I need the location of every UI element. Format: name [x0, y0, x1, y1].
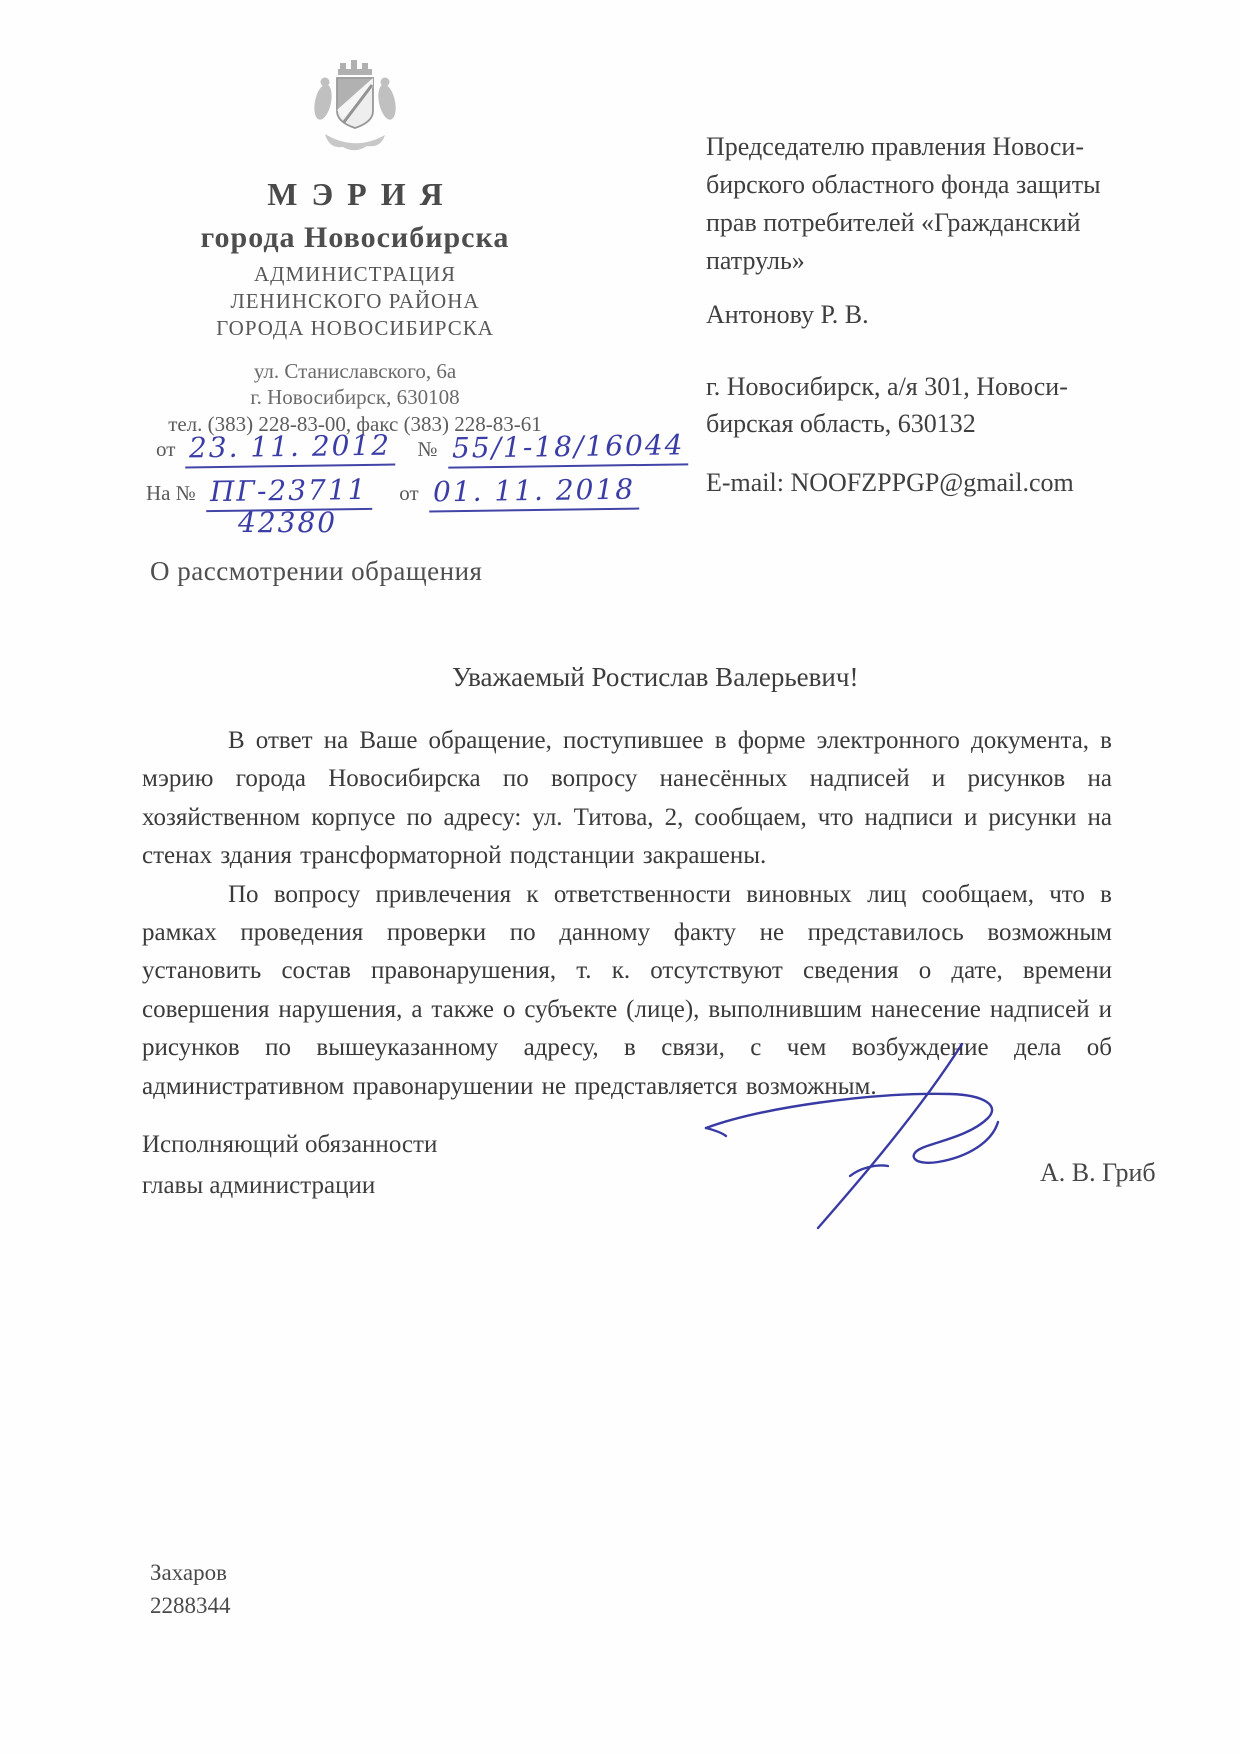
letterhead-address	[120, 358, 590, 437]
recipient-email: E-mail: NOOFZPPGP@gmail.com	[706, 468, 1074, 497]
incoming-date-label: от	[399, 481, 419, 505]
outgoing-number-value: 55/1-18/16044	[447, 428, 688, 468]
incoming-number-label: На №	[146, 481, 196, 505]
signer-position-line: главы администрации	[142, 1172, 376, 1199]
incoming-number-extra-row	[238, 506, 337, 539]
recipient-title-line: Председателю правления Новоси-	[706, 132, 1084, 161]
department-line: АДМИНИСТРАЦИЯ	[254, 262, 456, 286]
signer-name: А. В. Гриб	[1040, 1158, 1156, 1187]
letter-subject: О рассмотрении обращения	[150, 556, 483, 586]
outgoing-date-label: от	[156, 437, 176, 461]
body-paragraph-2: По вопросу привлечения к ответственности виновных лиц сообщаем, что в рамках проведения проверки по данному факту не представилось возможным установить состав правонарушения, т. к. отсутствуют сведения о дате, времени совершения нарушения, а также о субъекте (лице), выполнившим нанесение надписей и рисунков по вышеуказанному адресу, в связи, с чем возбуждение дела об административном правонарушении не представляется возможным.	[142, 880, 1112, 1100]
department-line: ЛЕНИНСКОГО РАЙОНА	[230, 289, 480, 313]
outgoing-date-value: 23. 11. 2012	[185, 429, 396, 469]
novosibirsk-coat-of-arms-icon	[311, 60, 399, 160]
executor-phone: 2288344	[150, 1593, 231, 1618]
signature-scribble-icon	[700, 1030, 1060, 1230]
incoming-number-extra: 42380	[238, 506, 338, 539]
recipient-title-line: прав потребителей «Гражданский	[706, 208, 1081, 237]
salutation: Уважаемый Ростислав Валерьевич!	[452, 662, 859, 692]
phone-fax-line: тел. (383) 228-83-00, факс (383) 228-83-61	[168, 412, 542, 436]
executor-block	[150, 1556, 231, 1622]
executor-name: Захаров	[150, 1560, 227, 1585]
department-line: ГОРОДА НОВОСИБИРСКА	[216, 316, 494, 340]
address-line: г. Новосибирск, 630108	[250, 385, 460, 409]
recipient-name: Антонову Р. В.	[706, 300, 869, 329]
org-title: МЭРИЯ	[267, 176, 457, 212]
incoming-ref-row	[140, 474, 639, 511]
recipient-address	[706, 368, 1156, 442]
recipient-title-line: бирского областного фонда защиты	[706, 170, 1101, 199]
outgoing-ref-row	[150, 430, 688, 467]
department-block	[120, 261, 590, 342]
outgoing-number-label: №	[417, 437, 438, 461]
recipient-address-line: бирская область, 630132	[706, 409, 976, 438]
org-subtitle: города Новосибирска	[200, 221, 510, 254]
letterhead	[120, 60, 590, 437]
signer-position	[142, 1124, 437, 1206]
recipient-address-line: г. Новосибирск, а/я 301, Новоси-	[706, 372, 1068, 401]
incoming-number-value: ПГ-23711	[206, 473, 372, 512]
signer-position-line: Исполняющий обязанности	[142, 1131, 438, 1158]
body-paragraph-1: В ответ на Ваше обращение, поступившее в форме электронного документа, в мэрию города Новосибирска по вопросу нанесённых надписей и рисунков на хозяйственном корпусе по адресу: ул. Титова, 2, сообщаем, что надписи и рисунки на стенах здания трансформаторной подстанции закрашены.	[142, 727, 1112, 870]
incoming-date-value: 01. 11. 2018	[428, 473, 639, 513]
recipient-title-line: патруль»	[706, 246, 805, 275]
address-line: ул. Станиславского, 6а	[253, 359, 457, 383]
recipient-block	[706, 128, 1156, 498]
